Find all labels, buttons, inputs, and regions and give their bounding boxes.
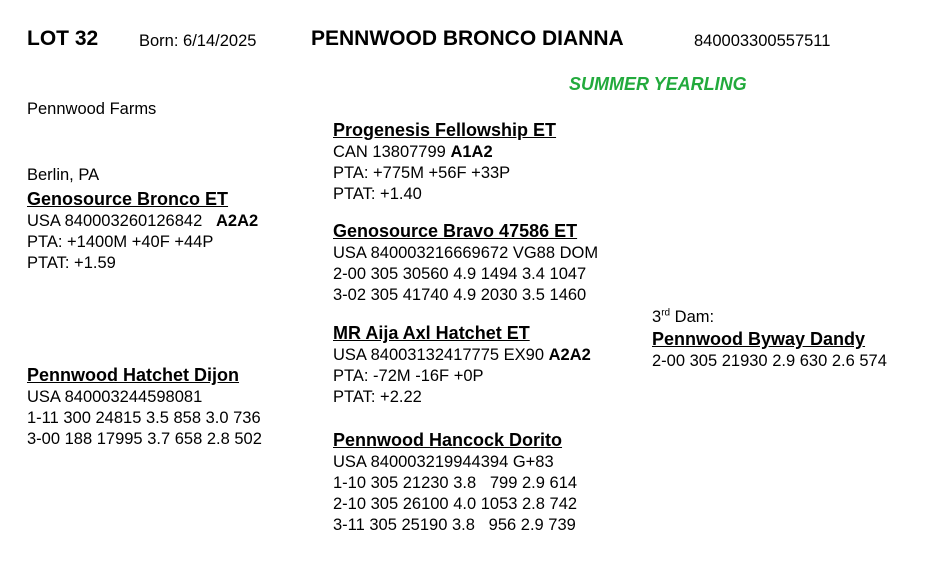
sire-dam-record: 2-00 305 30560 4.9 1494 3.4 1047 [333,265,587,283]
dam-sire-pta: PTA: -72M -16F +0P [333,367,484,385]
dam-sire-block [333,321,591,408]
dam-dam-block [333,428,577,536]
sire-registration: USA 840003260126842 A2A2 [27,212,259,230]
dam-dam-name: Pennwood Hancock Dorito [333,430,563,450]
dam-sire-registration: USA 84003132417775 EX90 A2A2 [333,346,591,364]
sire-pta: PTA: +1400M +40F +44P [27,233,214,251]
birth-date: Born: 6/14/2025 [139,32,257,50]
sire-dam-registration: USA 840003216669672 VG88 DOM [333,244,599,262]
dam-name: Pennwood Hatchet Dijon [27,365,240,385]
breeder-info [27,54,156,208]
dam-sire-beta-casein: A2A2 [548,346,591,364]
animal-name: PENNWOOD BRONCO DIANNA [311,27,624,50]
sire-dam-name: Genosource Bravo 47586 ET [333,221,578,241]
dam-record: 1-11 300 24815 3.5 858 3.0 736 [27,409,261,427]
registration-number: 840003300557511 [694,32,831,50]
dam-block [27,363,262,450]
sire-sire-pta: PTA: +775M +56F +33P [333,164,511,182]
sire-name: Genosource Bronco ET [27,189,229,209]
sire-sire-ptat: PTAT: +1.40 [333,185,422,203]
class-label: SUMMER YEARLING [569,74,747,94]
dam-sire-name: MR Aija Axl Hatchet ET [333,323,530,343]
breeder-location: Berlin, PA [27,166,100,184]
sire-dam-block [333,219,598,306]
dam-sire-ptat: PTAT: +2.22 [333,388,422,406]
lot-number: LOT 32 [27,27,99,50]
sire-sire-beta-casein: A1A2 [450,143,493,161]
sire-beta-casein: A2A2 [216,212,259,230]
dam-record: 3-00 188 17995 3.7 658 2.8 502 [27,430,262,448]
dam-registration: USA 840003244598081 [27,388,203,406]
third-dam-name: Pennwood Byway Dandy [652,329,866,349]
third-dam-block [652,307,887,372]
sire-sire-block [333,118,556,205]
breeder-name: Pennwood Farms [27,100,157,118]
third-dam-record: 2-00 305 21930 2.9 630 2.6 574 [652,352,887,370]
dam-dam-record: 2-10 305 26100 4.0 1053 2.8 742 [333,495,578,513]
sire-ptat: PTAT: +1.59 [27,254,116,272]
sire-sire-registration: CAN 13807799 A1A2 [333,143,493,161]
sire-sire-name: Progenesis Fellowship ET [333,120,557,140]
third-dam-label: 3rd Dam: [652,307,715,326]
sire-dam-record: 3-02 305 41740 4.9 2030 3.5 1460 [333,286,587,304]
sire-block [27,187,258,274]
dam-dam-record: 3-11 305 25190 3.8 956 2.9 739 [333,516,576,534]
dam-dam-record: 1-10 305 21230 3.8 799 2.9 614 [333,474,578,492]
dam-dam-registration: USA 840003219944394 G+83 [333,453,554,471]
